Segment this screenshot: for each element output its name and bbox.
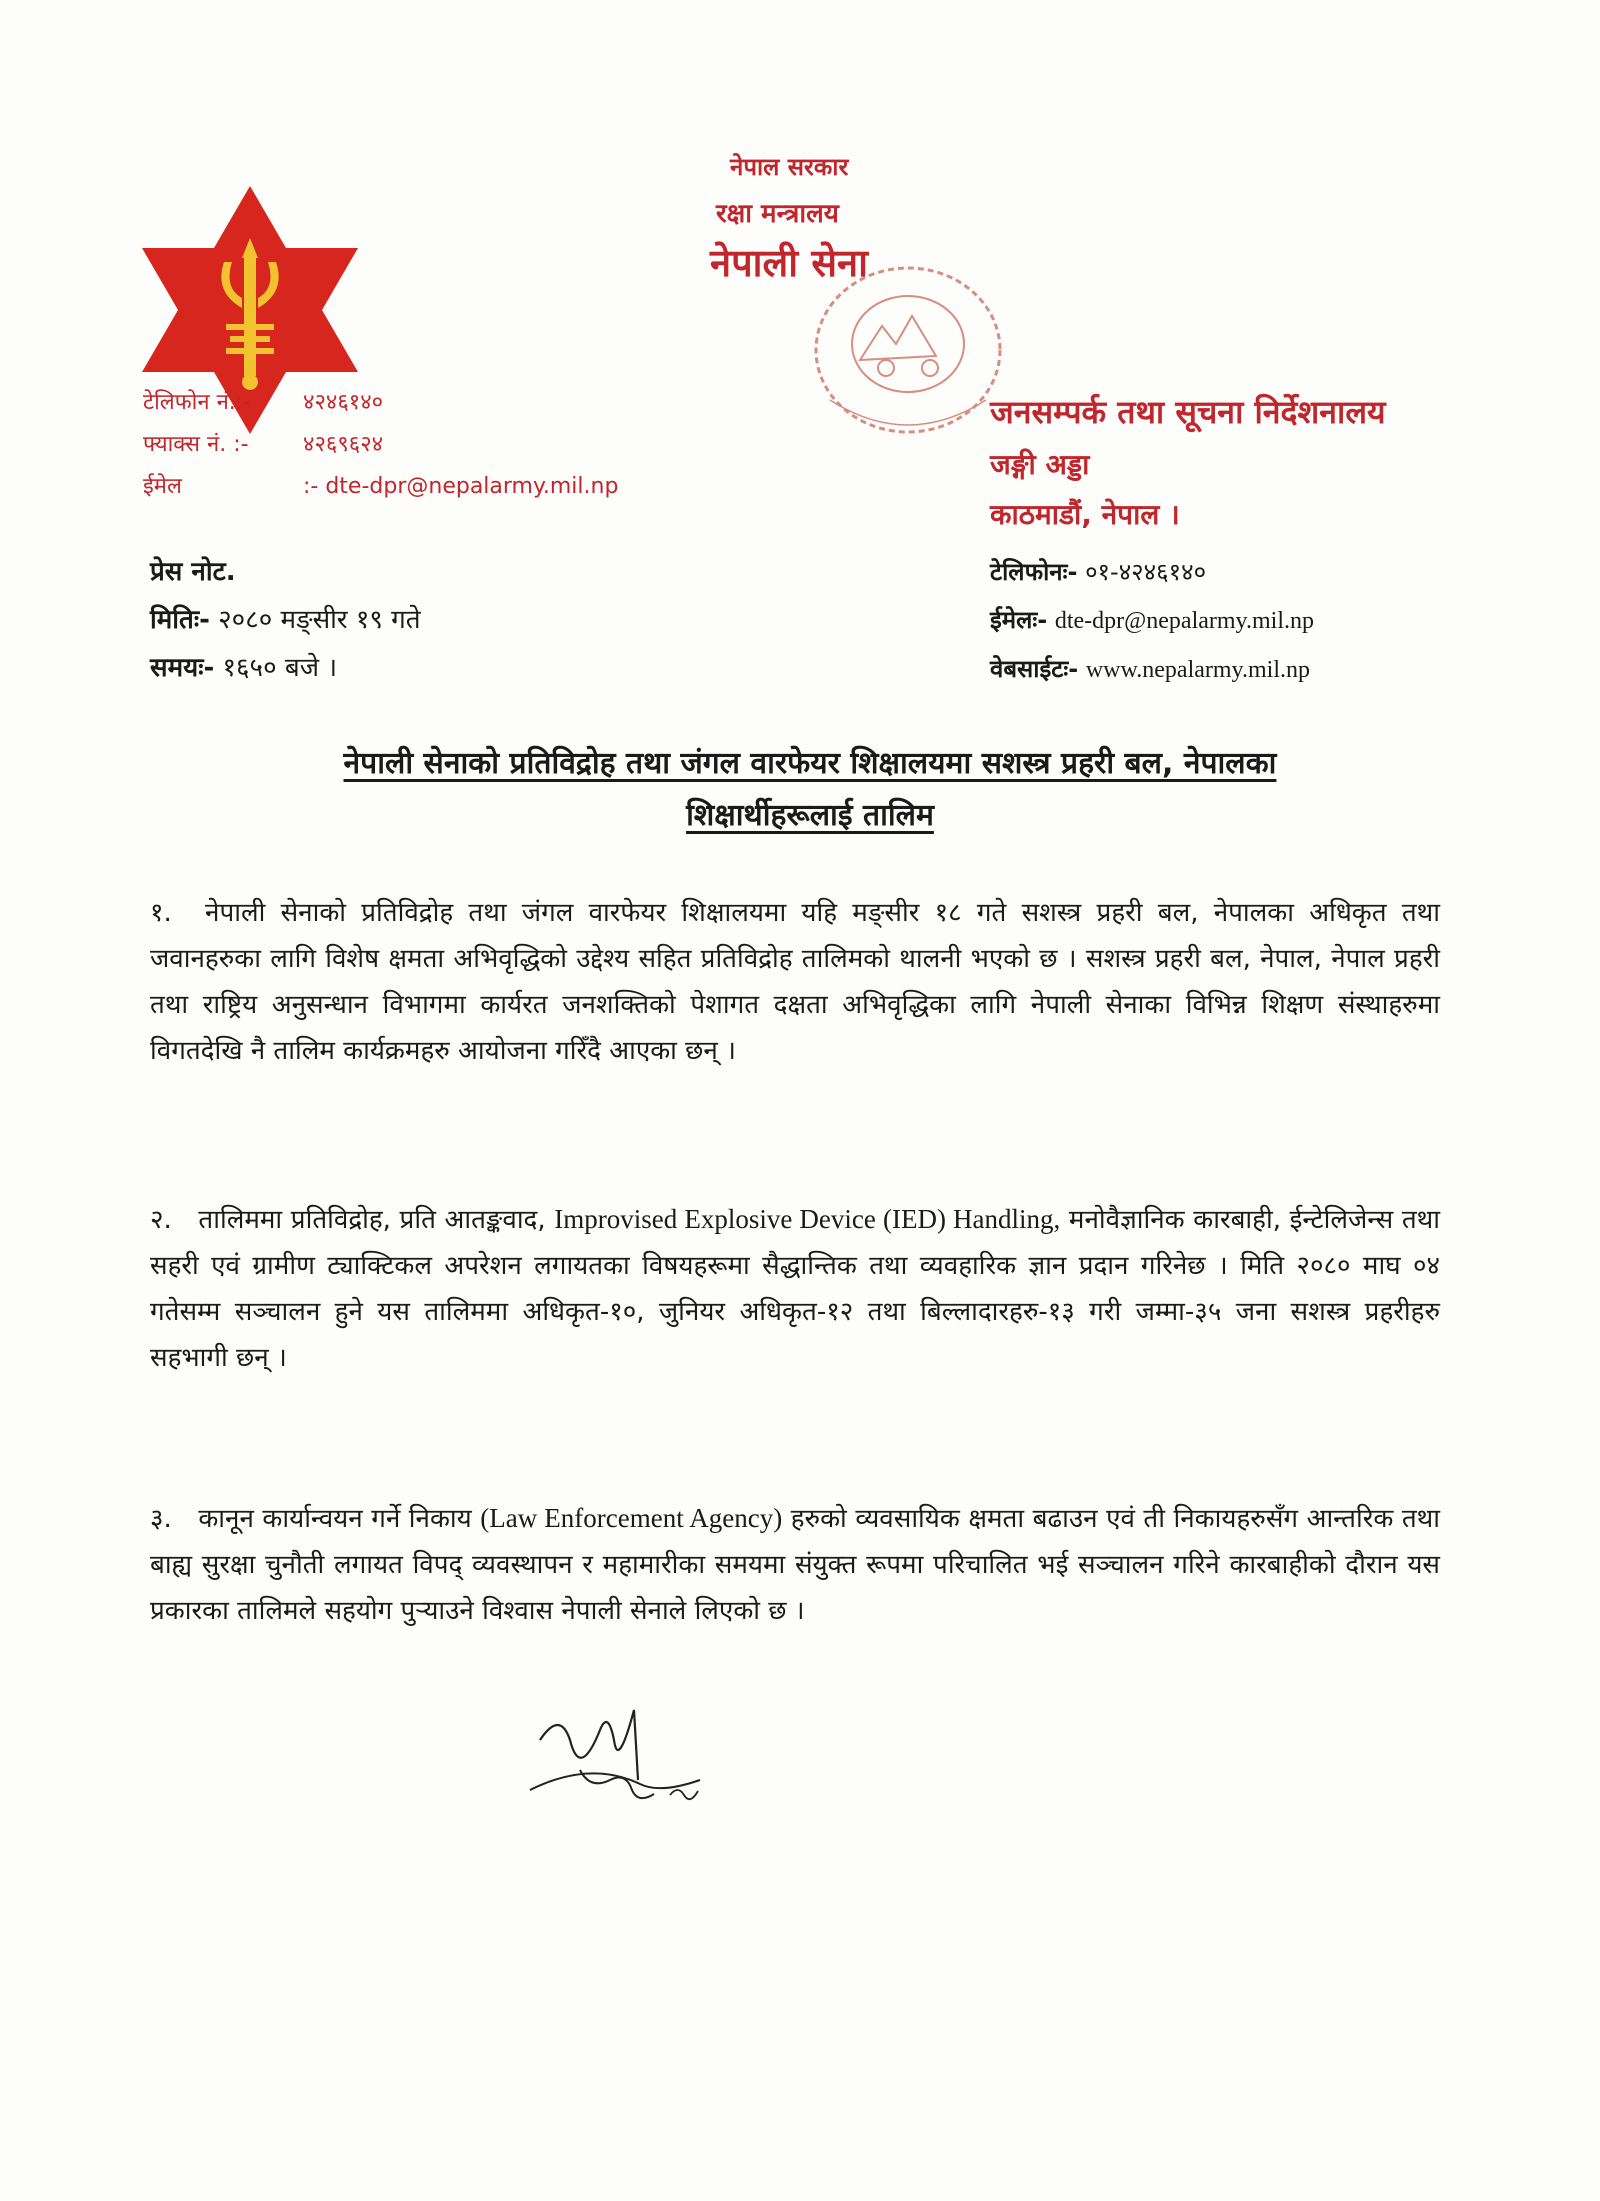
website-label: वेबसाईटः- (990, 655, 1079, 683)
government-name: नेपाल सरकार (730, 153, 849, 181)
paragraph-2-text-b: मनोवैज्ञानिक कारबाही, ईन्टेलिजेन्स तथा सहरी एवं ग्रामीण ट्याक्टिकल अपरेशन लगायतका विषयहरूमा सैद्धान्तिक तथा व्यवहारिक ज्ञान प्रदान गरिनेछ । मिति २०८० माघ ०४ गतेसम्म सञ्चालन हुने यस तालिममा अधिकृत-१०, जुनियर अधिकृत-१२ तथा बिल्लादारहरु-१३ गरी जम्मा-३५ जना सशस्त्र प्रहरीहरु सहभागी छन् । (150, 1205, 1441, 1373)
headline (180, 738, 1440, 842)
email-value-right: dte-dpr@nepalarmy.mil.np (1054, 608, 1314, 634)
fax-label: फ्याक्स नं. :- (143, 432, 249, 457)
directorate-place: जङ्गी अड्डा (990, 448, 1090, 481)
time-value: १६५० बजे । (222, 653, 338, 683)
directorate-seal-icon (790, 250, 1020, 450)
date-row (150, 596, 421, 644)
phone-label: टेलिफोन नं.:- (143, 390, 252, 415)
contact-right (990, 548, 1314, 694)
paragraph-2-latin: Improvised Explosive Device (IED) Handling, (554, 1204, 1061, 1234)
email-row-right (990, 596, 1314, 645)
press-note-title: प्रेस नोट. (150, 557, 236, 587)
website-row (990, 645, 1314, 694)
press-note-meta (150, 548, 421, 692)
phone-row (143, 382, 618, 424)
phone-label-right: टेलिफोनः- (990, 558, 1078, 586)
email-row (143, 466, 618, 508)
phone-row-right (990, 548, 1314, 596)
contact-left (143, 382, 618, 508)
paragraph-3-latin: (Law Enforcement Agency) (480, 1503, 783, 1533)
fax-value: ४२६९६२४ (303, 432, 384, 457)
headline-line-2: शिक्षार्थीहरूलाई तालिम (686, 798, 934, 833)
phone-value: ४२४६१४० (303, 390, 384, 415)
paragraph-1-number: १. (150, 898, 172, 928)
paragraph-2-text-a: तालिममा प्रतिविद्रोह, प्रति आतङ्कवाद, (198, 1205, 546, 1235)
time-label: समयः- (150, 653, 215, 683)
date-label: मितिः- (150, 605, 210, 635)
paragraph-3-text-a: कानून कार्यान्वयन गर्ने निकाय (198, 1504, 472, 1534)
paragraph-2-number: २. (150, 1205, 172, 1235)
directorate-block (990, 390, 1386, 533)
paragraph-3-text-b: हरुको व्यवसायिक क्षमता बढाउन एवं ती निकायहरुसँग आन्तरिक तथा बाह्य सुरक्षा चुनौती लगायत विपद् व्यवस्थापन र महामारीका समयमा संयुक्त रूपमा परिचालित भई सञ्चालन गरिने कारबाहीको दौरान यस प्रकारका तालिमले सहयोग पुऱ्याउने विश्वास नेपाली सेनाले लिएको छ । (150, 1504, 1440, 1626)
phone-value-right: ०१-४२४६१४० (1085, 558, 1207, 586)
paragraph-3-number: ३. (150, 1504, 172, 1534)
email-label: ईमेल (143, 474, 182, 499)
directorate-name: जनसम्पर्क तथा सूचना निर्देशनालय (990, 393, 1386, 431)
paragraph-2 (150, 1196, 1440, 1381)
army-name: नेपाली सेना (710, 241, 868, 285)
email-value: :- dte-dpr@nepalarmy.mil.np (303, 474, 619, 499)
signature-icon (520, 1700, 720, 1830)
email-label-right: ईमेलः- (990, 606, 1048, 634)
date-value: २०८० मङ्सीर १९ गते (218, 605, 421, 635)
paragraph-3 (150, 1495, 1440, 1634)
paragraph-1-text: नेपाली सेनाको प्रतिविद्रोह तथा जंगल वारफेयर शिक्षालयमा यहि मङ्सीर १८ गते सशस्त्र प्रहरी बल, नेपालका अधिकृत तथा जवानहरुका लागि विशेष क्षमता अभिवृद्धिको उद्देश्य सहित प्रतिविद्रोह तालिमको थालनी भएको छ । सशस्त्र प्रहरी बल, नेपाल, नेपाल प्रहरी तथा राष्ट्रिय अनुसन्धान विभागमा कार्यरत जनशक्तिको पेशागत दक्षता अभिवृद्धिका लागि नेपाली सेनाका विभिन्न शिक्षण संस्थाहरुमा विगतदेखि नै तालिम कार्यक्रमहरु आयोजना गरिँदै आएका छन् । (150, 898, 1441, 1066)
paragraph-1 (150, 890, 1440, 1074)
time-row (150, 644, 421, 692)
ministry-name: रक्षा मन्त्रालय (716, 199, 839, 229)
headline-line-1: नेपाली सेनाको प्रतिविद्रोह तथा जंगल वारफेयर शिक्षालयमा सशस्त्र प्रहरी बल, नेपालका (343, 746, 1277, 781)
directorate-city: काठमाडौं, नेपाल । (990, 498, 1180, 531)
website-value: www.nepalarmy.mil.np (1085, 657, 1310, 683)
fax-row (143, 424, 618, 466)
